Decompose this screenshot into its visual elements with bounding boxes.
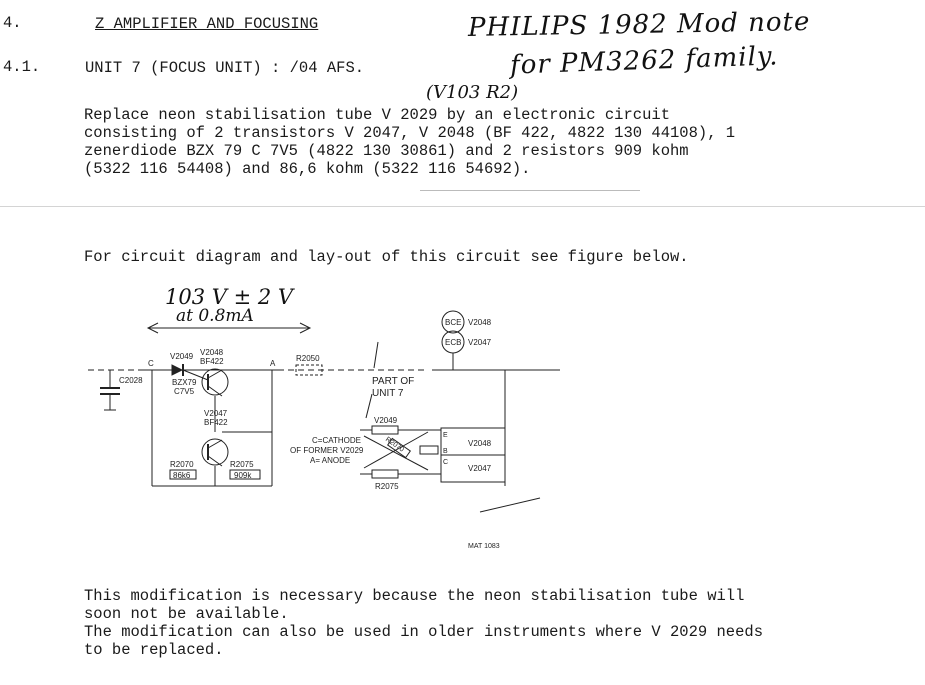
label-c7v5: C7V5 (174, 387, 195, 396)
figure-reference: For circuit diagram and lay-out of this circuit see figure below. (84, 248, 689, 266)
label-unit7: UNIT 7 (372, 388, 404, 399)
label-c: C (148, 359, 154, 368)
label-c2028: C2028 (119, 376, 143, 385)
label-v2048: V2048 (200, 348, 224, 357)
label-layout-r2075: R2075 (375, 482, 399, 491)
replace-line-4: (5322 116 54408) and 86,6 kohm (5322 116 54692). (84, 160, 531, 178)
label-r2050: R2050 (296, 354, 320, 363)
label-pin-c: C (443, 459, 449, 466)
reason-line-3: The modification can also be used in older instruments where V 2029 needs (84, 623, 764, 641)
label-layout-v2048: V2048 (468, 439, 492, 448)
label-layout-v2049: V2049 (374, 416, 398, 425)
reason-line-4: to be replaced. (84, 641, 224, 659)
label-mat: MAT 1083 (468, 543, 500, 550)
label-top-v2047: V2047 (468, 338, 492, 347)
reason-line-2: soon not be available. (84, 605, 289, 623)
label-v2047: V2047 (204, 409, 228, 418)
handwritten-voltage: 103 V ± 2 V (165, 285, 294, 309)
label-r2075-value: 909k (234, 471, 252, 480)
label-layout-v2047: V2047 (468, 464, 492, 473)
label-pin-e: E (443, 432, 448, 439)
label-top-v2048: V2048 (468, 318, 492, 327)
label-anode: A= ANODE (310, 456, 351, 465)
handwritten-tube-ref: (V103 R2) (426, 82, 519, 103)
label-part-of: PART OF (372, 376, 415, 387)
label-pin-b: B (443, 448, 448, 455)
label-pin-bce: BCE (445, 318, 462, 327)
replace-line-2: consisting of 2 transistors V 2047, V 2048 (BF 422, 4822 130 44108), 1 (84, 124, 736, 142)
label-bzx79: BZX79 (172, 378, 197, 387)
label-r2070: R2070 (170, 460, 194, 469)
handwritten-current: at 0.8mA (176, 306, 254, 326)
label-bf422-top: BF422 (200, 357, 224, 366)
label-v2049: V2049 (170, 352, 194, 361)
label-r2075: R2075 (230, 460, 254, 469)
label-bf422-bottom: BF422 (204, 418, 228, 427)
replace-line-1: Replace neon stabilisation tube V 2029 by an electronic circuit (84, 106, 670, 124)
subsection-number: 4.1. (3, 58, 41, 76)
section-number: 4. (3, 14, 22, 32)
label-pin-ecb: ECB (445, 338, 462, 347)
reason-line-1: This modification is necessary because the neon stabilisation tube will (84, 587, 745, 605)
handwritten-note-line2: for PM3262 family. (509, 41, 779, 81)
label-layout-r2070: R2070 (384, 436, 405, 454)
label-a: A (270, 359, 276, 368)
subsection-title: UNIT 7 (FOCUS UNIT) : /04 AFS. (85, 59, 365, 77)
replace-line-3: zenerdiode BZX 79 C 7V5 (4822 130 30861) and 2 resistors 909 kohm (84, 142, 689, 160)
label-r2070-value: 86k6 (173, 471, 191, 480)
section-title: Z AMPLIFIER AND FOCUSING (95, 15, 319, 33)
handwritten-note-line1: PHILIPS 1982 Mod note (467, 7, 811, 43)
label-former: OF FORMER V2029 (290, 446, 364, 455)
label-cathode: C=CATHODE (312, 436, 361, 445)
